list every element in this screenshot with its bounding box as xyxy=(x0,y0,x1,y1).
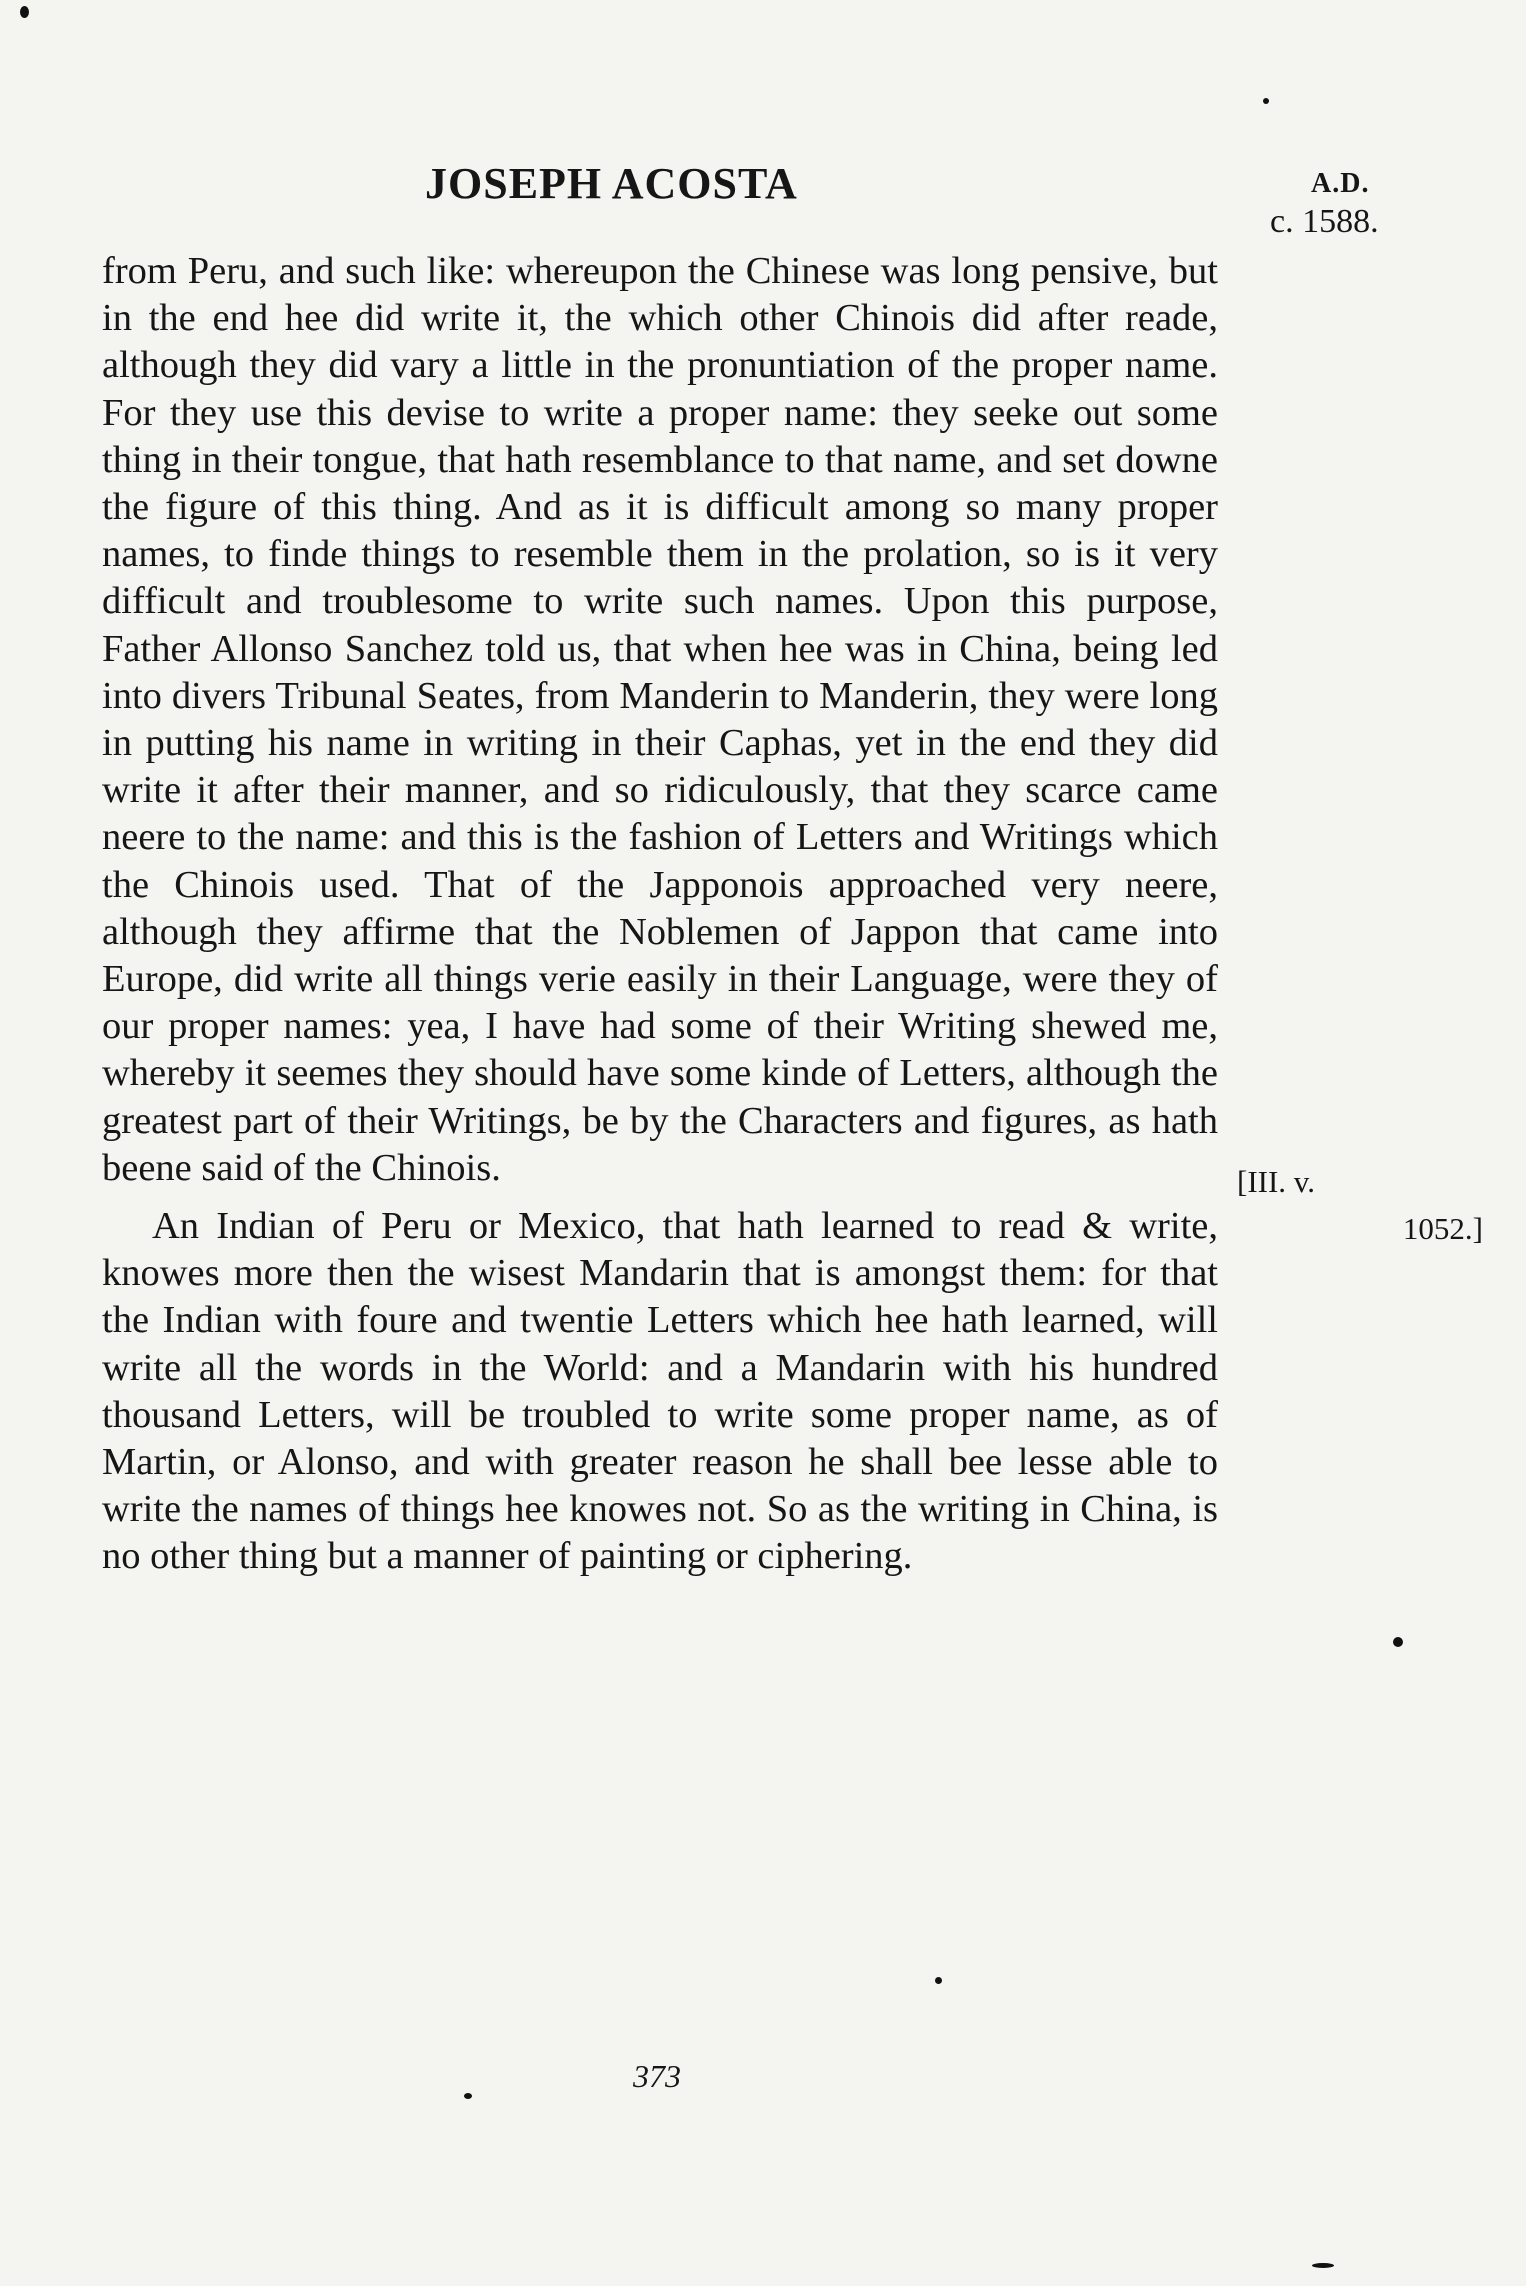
running-head: JOSEPH ACOSTA xyxy=(425,159,798,208)
ink-speck xyxy=(464,2093,472,2099)
paragraph-2: An Indian of Peru or Mexico, that hath learned to read & write, knowes more then the wisest Mandarin that is amongst them: for that the Indian with foure and twentie Letters which hee hath learned, will write all the words in the World: and a Mandarin with his hundred thousand Letters, will be troubled to write some proper name, as of Martin, or Alonso, and with greater reason he shall bee lesse able to write the names of things hee knowes not. So as the writing in China, is no other thing but a manner of painting or ciphering. xyxy=(102,1205,1218,1578)
margin-note-line-2: 1052.] xyxy=(1402,1211,1483,1246)
paragraph-1: from Peru, and such like: whereupon the Chinese was long pensive, but in the end hee did write it, the which other Chinois did after reade, although they did vary a little in the pronuntiation of the proper name. For they use this devise to write a proper name: they seeke out some thing in their tongue, that hath resemblance to that name, and set downe the figure of this thing. And as it is difficult among so many proper names, to finde things to resemble them in the prolation, so is it very difficult and troublesome to write such names. Upon this purpose, Father Allonso Sanchez told us, that when hee was in China, being led into divers Tribunal Seates, from Manderin to Manderin, they were long in putting his name in writing in their Caphas, yet in the end they did write it after their manner, and so ridiculously, that they scarce came neere to the name: and this is the fashion of Letters and Writings which the Chinois used. That of the Japponois approached very neere, although they affirme that the Noblemen of Jappon that came into Europe, did write all things verie easily in their Language, were they of our proper names: yea, I have had some of their Writing shewed me, whereby it seemes they should have some kinde of Letters, although the greatest part of their Writings, be by the Characters and figures, as hath beene said of the Chinois. xyxy=(102,250,1218,1189)
show-through-text xyxy=(1240,250,1440,480)
page-number: 373 xyxy=(633,2058,681,2094)
date-year: c. 1588. xyxy=(1270,203,1379,240)
ink-speck xyxy=(935,1977,942,1984)
date-label: A.D. xyxy=(1311,168,1370,199)
ink-speck xyxy=(1393,1637,1403,1647)
margin-note-line-1: [III. v. xyxy=(1237,1164,1316,1199)
body-text xyxy=(102,248,1218,1581)
ink-speck xyxy=(1312,2263,1334,2268)
ink-speck xyxy=(1263,98,1269,104)
margin-volume-reference xyxy=(1237,1158,1483,1252)
ink-speck xyxy=(20,6,29,18)
